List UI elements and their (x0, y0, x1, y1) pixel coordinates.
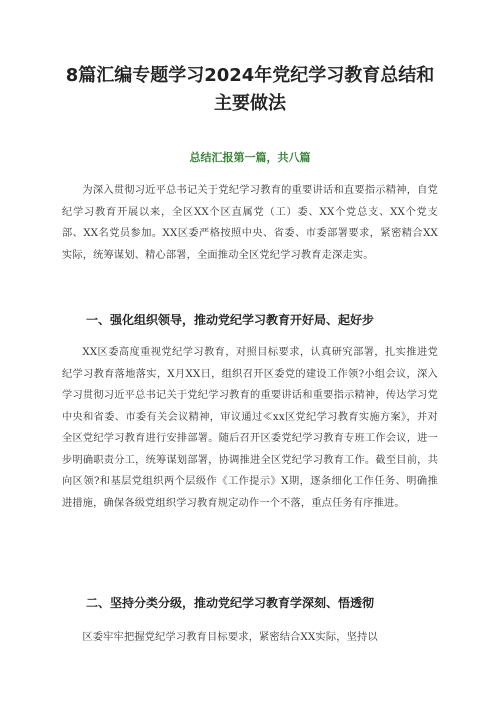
intro-paragraph: 为深入贯彻习近平总书记关于党纪学习教育的重要讲话和直要指示精神，自党纪学习教育开展以来，全区XX个区直属党（工）委、XX个党总支、XX个党支部、XX名党员参加。XX区委严格按照中央、省委、市委部署要求，紧密精合XX实际，统筹谋划、精心部署，全面推动全区党纪学习教育走深走实。 (62, 185, 438, 261)
section-heading-1: 一、强化组织领导，推动党纪学习教育开好局、起好步 (86, 313, 375, 327)
document-subtitle: 总结汇报第一篇，共八篇 (189, 151, 311, 164)
section-1-paragraph: XX区委高度重视党纪学习教育，对照目标要求，认真研究部署，扎实推进党纪学习教育落地落实，X月XX日，组织召开区委党的建设工作领?小组会议，深入学习贯彻习近平总书记关于党纪学习教育的重要讲话和重要指示精神，传达学习党中央和省委、市委有关会议精神，审议通过≪xx区党纪学习教育实施方案》，并对全区党纪学习教育进行安排部署。随后召开区委党纪学习教育专班工作会议，进一步明确职责分工，统筹谋划部署，协调推进全区党纪学习教育工作。截至目前，共向区领?和基层党组织两个层级作《工作提示》X期，逐条细化工作任务、明确推进措施，确保各级党组织学习教育规定动作一个不落，重点任务有序推进。 (62, 347, 438, 509)
section-2-paragraph: 区委牢牢把握党纪学习教育目标要求，紧密结合XX实际，坚持以 (82, 632, 378, 643)
document-title: 8篇汇编专题学习2024年党纪学习教育总结和主要做法 (65, 65, 435, 114)
section-heading-2: 二、坚持分类分级，推动党纪学习教育学深刻、悟透彻 (86, 596, 375, 610)
